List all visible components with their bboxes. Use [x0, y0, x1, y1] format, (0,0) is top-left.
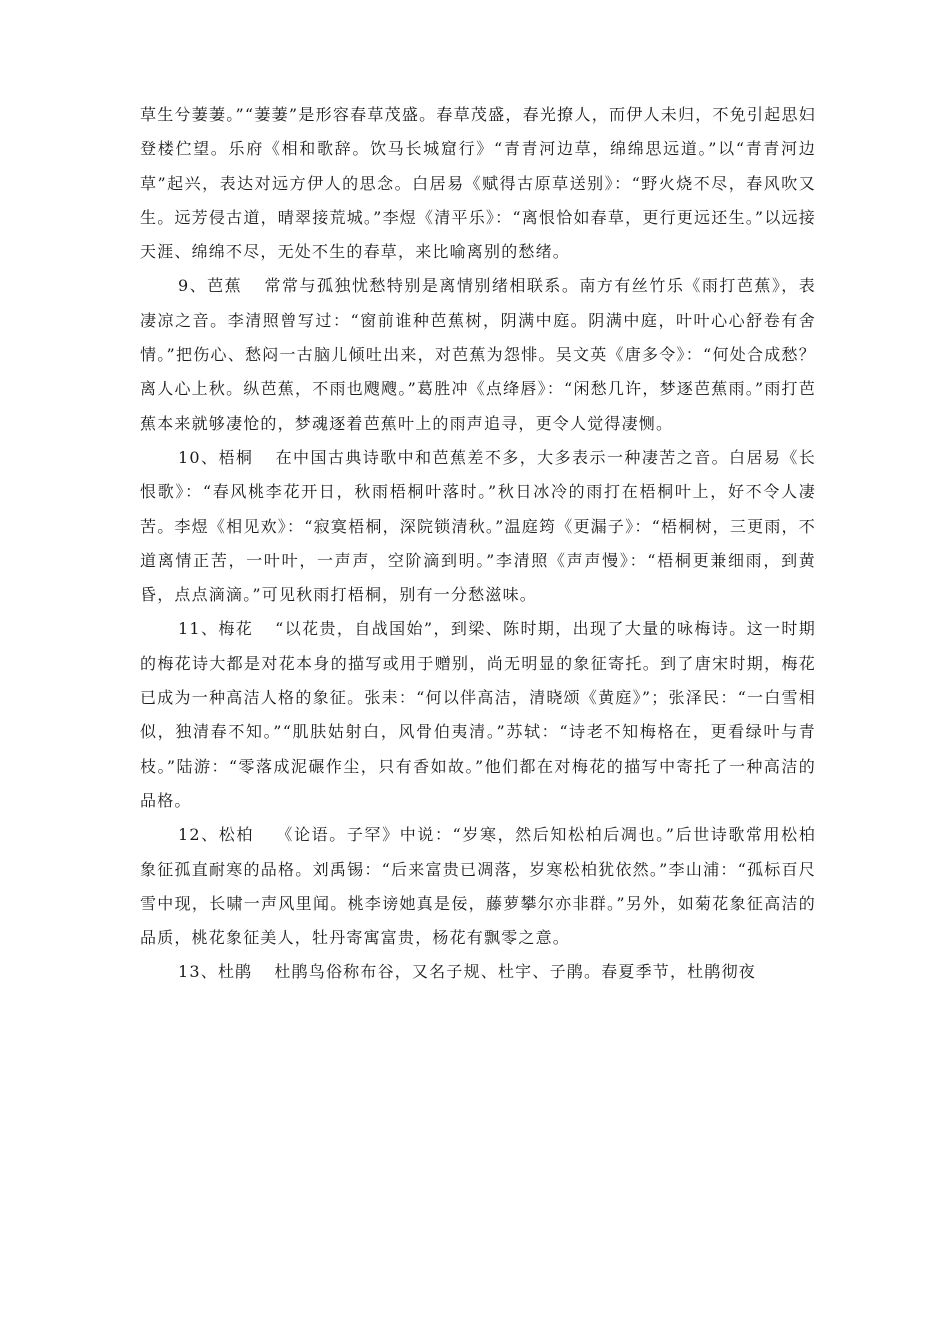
paragraph-spring-grass-continued [140, 98, 816, 269]
paragraph-text: 在中国古典诗歌中和芭蕉差不多，大多表示一种凄苦之音。白居易《长恨歌》：“春风桃李花开日，秋雨梧桐叶落时。”秋日冰冷的雨打在梧桐叶上，好不令人凄苦。李煜《相见欢》：“寂寞梧桐，深院锁清秋。”温庭筠《更漏子》：“梧桐树，三更雨，不道离情正苦，一叶叶，一声声，空阶滴到明。”李清照《声声慢》：“梧桐更兼细雨，到黄昏，点点滴滴。”可见秋雨打梧桐，别有一分愁滋味。 [140, 447, 816, 605]
paragraph-cuckoo [140, 955, 816, 989]
paragraph-text: 草生兮萋萋。”“萋萋”是形容春草茂盛。春草茂盛，春光撩人，而伊人未归，不免引起思妇登楼伫望。乐府《相和歌辞。饮马长城窟行》“青青河边草，绵绵思远道。”以“青青河边草”起兴，表达对远方伊人的思念。白居易《赋得古原草送别》：“野火烧不尽，春风吹又生。远芳侵古道，晴翠接荒城。”李煜《清平乐》：“离恨恰如春草，更行更远还生。”以远接天涯、绵绵不尽，无处不生的春草，来比喻离别的愁绪。 [140, 105, 816, 262]
section-heading-banana: 9、芭蕉 [178, 276, 243, 296]
paragraph-text: 《论语。子罕》中说：“岁寒，然后知松柏后凋也。”后世诗歌常用松柏象征孤直耐寒的品格。刘禹锡：“后来富贵已凋落，岁寒松柏犹依然。”李山浦：“孤标百尺雪中现，长啸一声风里闻。桃李谤她真是佞，藤萝攀尔亦非群。”另外，如菊花象征高洁的品质，桃花象征美人，牡丹寄寓富贵，杨花有飘零之意。 [140, 825, 816, 948]
section-heading-pine: 12、松柏 [178, 825, 255, 845]
paragraph-text: 杜鹃鸟俗称布谷，又名子规、杜宇、子鹃。春夏季节，杜鹃彻夜 [274, 962, 756, 982]
document-body [140, 98, 816, 990]
paragraph-banana-leaf [140, 269, 816, 440]
paragraph-pine-cypress [140, 818, 816, 955]
paragraph-text: “以花贵，自战国始”，到梁、陈时期，出现了大量的咏梅诗。这一时期的梅花诗大都是对花本身的描写或用于赠别，尚无明显的象征寄托。到了唐宋时期，梅花已成为一种高洁人格的象征。张耒：“何以伴高洁，清晓颂《黄庭》”；张泽民：“一白雪相似，独清春不知。”“肌肤姑射白，风骨伯夷清。”苏轼：“诗老不知梅格在，更看绿叶与青枝。”陆游：“零落成泥碾作尘，只有香如故。”他们都在对梅花的描写中寄托了一种高洁的品格。 [140, 619, 816, 810]
section-heading-parasol: 10、梧桐 [178, 447, 254, 467]
paragraph-parasol-tree [140, 441, 816, 612]
section-heading-cuckoo: 13、杜鹃 [178, 962, 253, 982]
section-heading-plum: 11、梅花 [178, 619, 254, 639]
paragraph-plum-blossom [140, 612, 816, 818]
paragraph-text: 常常与孤独忧愁特别是离情别绪相联系。南方有丝竹乐《雨打芭蕉》，表凄凉之音。李清照曾写过：“窗前谁种芭蕉树，阴满中庭。阴满中庭，叶叶心心舒卷有舍情。”把伤心、愁闷一古脑儿倾吐出来，对芭蕉为怨悱。吴文英《唐多令》：“何处合成愁？离人心上秋。纵芭蕉，不雨也飕飕。”葛胜冲《点绛唇》：“闲愁几许，梦逐芭蕉雨。”雨打芭蕉本来就够凄怆的，梦魂逐着芭蕉叶上的雨声追寻，更令人觉得凄恻。 [140, 276, 817, 433]
